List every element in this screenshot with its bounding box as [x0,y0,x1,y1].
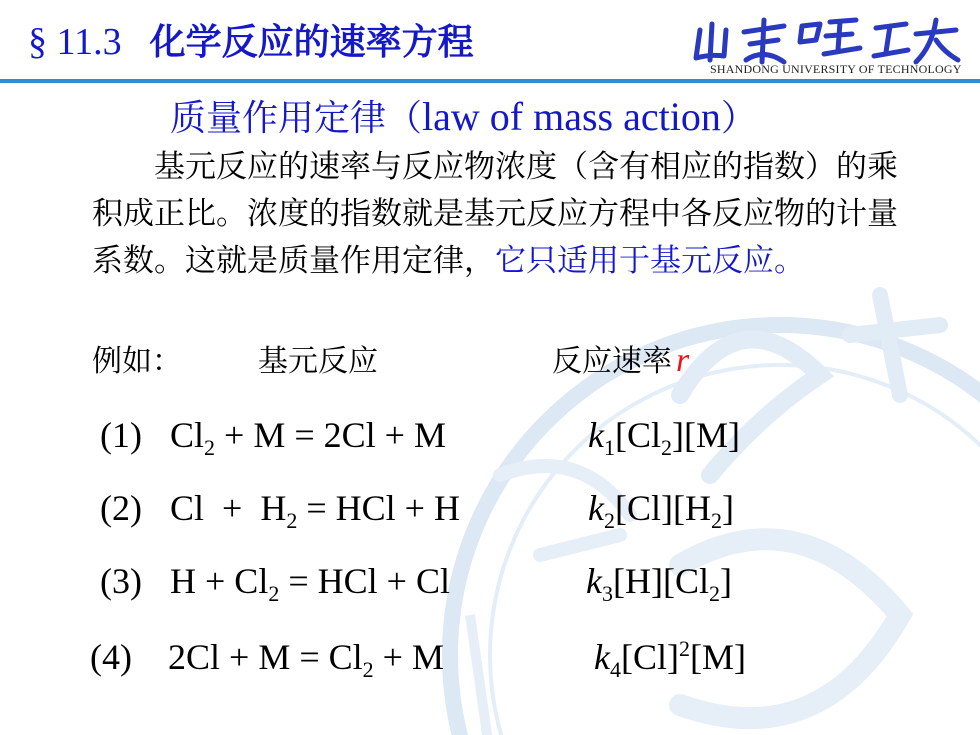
rate-part: [Cl [614,415,661,455]
subtitle-close-paren: ） [720,98,757,139]
eq-subscript: 2 [362,657,374,683]
example-label: 例如： [92,344,182,379]
rate-constant: k [588,415,604,455]
subtitle-zh: 质量作用定律 [170,98,387,139]
definition-text: 基元反应的速率与反应物浓度（含有相应的指数）的乘积成正比。浓度的指数就是基元反应方程中各反应物的计量系数。这就是质量作用定律， [92,149,898,279]
eq-subscript: 2 [268,581,280,607]
reaction-number: (4) [90,637,132,677]
subtitle [170,90,757,141]
rate-column-header [552,336,689,380]
rate-part: [Cl] [620,637,679,677]
header-title [28,14,474,62]
rate-expression [594,636,746,683]
rate-subscript: 2 [710,508,722,534]
rate-constant: k [586,561,602,601]
rate-part: [M] [689,637,746,677]
rate-part: [Cl][H [614,488,711,528]
eq-part: 2Cl + M = Cl [168,637,363,677]
eq-subscript: 2 [204,435,216,461]
rate-expression [588,414,740,461]
rate-subscript: 2 [708,581,720,607]
eq-subscript: 2 [286,508,298,534]
rate-part: ] [719,561,732,601]
rate-part: ][M] [672,415,740,455]
eq-part: Cl + H [170,488,287,528]
section-title: 化学反应的速率方程 [149,22,474,63]
rate-constant: k [594,637,610,677]
eq-part: Cl [170,415,205,455]
eq-part: + M = 2Cl + M [215,415,446,455]
reaction-row [100,560,860,610]
reaction-number: (2) [100,488,142,528]
rate-part: ] [721,488,734,528]
section-number: § 11.3 [28,21,122,63]
rate-constant-subscript: 2 [603,508,615,534]
eq-part: H + Cl [170,561,269,601]
reaction-equation [170,560,450,607]
rate-subscript: 2 [661,435,672,461]
rate-part: [H][Cl [612,561,709,601]
reaction-number: (1) [100,415,142,455]
rate-expression [588,487,734,534]
reaction-row [90,636,860,686]
reaction-equation [170,414,446,461]
eq-part: = HCl + Cl [279,561,450,601]
definition-paragraph [92,144,902,285]
university-english-name: SHANDONG UNIVERSITY OF TECHNOLOGY [710,62,962,76]
rate-constant-subscript: 1 [603,435,615,461]
rate-constant-subscript: 3 [601,581,613,607]
rate-constant-subscript: 4 [609,657,621,683]
eq-part: + M [373,637,444,677]
subtitle-en: law of mass action [422,94,721,139]
rate-superscript: 2 [678,636,690,661]
reaction-row [100,414,860,464]
rate-constant: k [588,488,604,528]
rate-header-text: 反应速率 [552,344,672,379]
rate-symbol: r [676,342,690,379]
header-rule [0,79,980,83]
reaction-column-header: 基元反应 [258,344,378,379]
reaction-row [100,487,860,537]
reaction-equation [170,487,460,534]
definition-highlight: 它只适用于基元反应。 [495,243,805,279]
subtitle-open-paren: （ [386,98,423,139]
reaction-number: (3) [100,561,142,601]
rate-expression [586,560,732,607]
eq-part: = HCl + H [297,488,460,528]
reaction-equation [168,636,444,683]
